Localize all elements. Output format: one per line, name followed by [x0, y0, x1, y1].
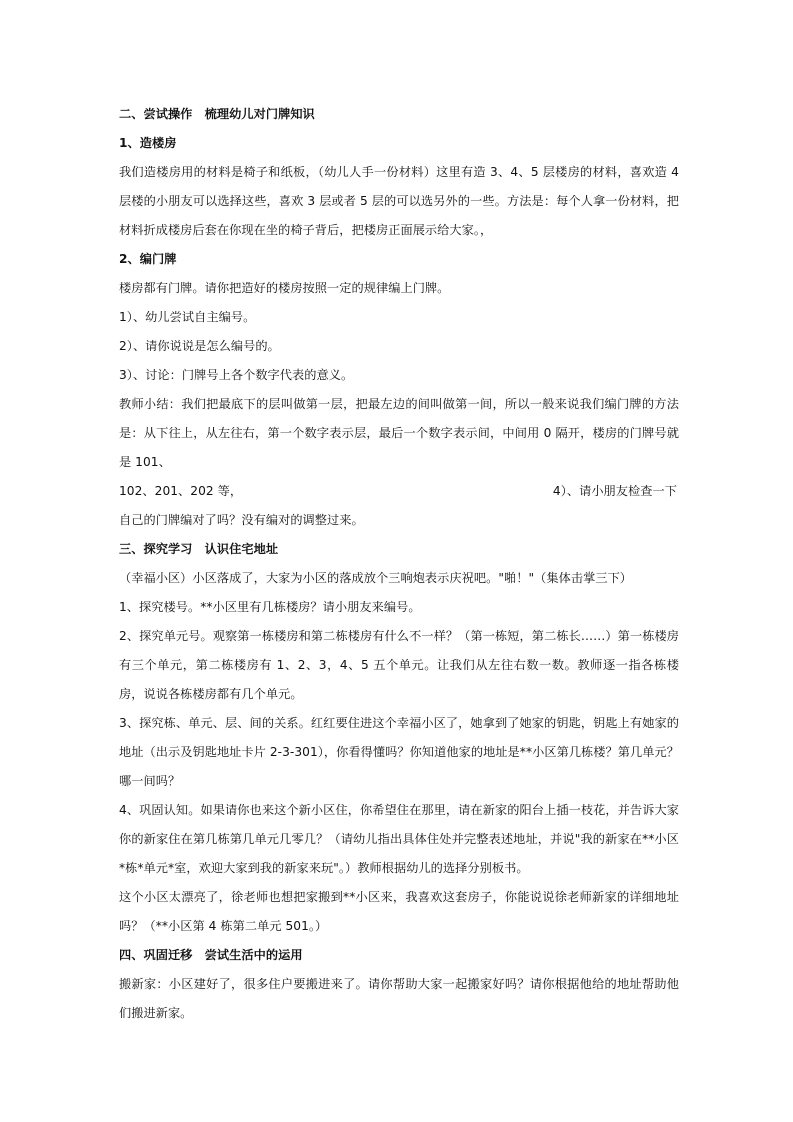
- door-number-step-4: 4）、请小朋友检查一下: [552, 484, 677, 498]
- section-4-heading: 四、巩固迁移 尝试生活中的运用: [119, 948, 303, 962]
- teacher-new-home-paragraph: 这个小区太漂亮了，徐老师也想把家搬到**小区来，我喜欢这套房子，你能说说徐老师新家的详细地址吗？（**小区第 4 栋第二单元 501。）: [119, 890, 679, 933]
- subsection-door-number-heading: 2、编门牌: [119, 252, 177, 266]
- summary-end-line: [119, 477, 679, 506]
- door-number-step-3: 3）、讨论：门牌号上各个数字代表的意义。: [119, 368, 354, 382]
- door-number-intro: 楼房都有门牌。请你把造好的楼房按照一定的规律编上门牌。: [119, 281, 450, 295]
- section-3-heading: 三、探究学习 认识住宅地址: [119, 542, 279, 556]
- section-2-heading: 二、尝试操作 梳理幼儿对门牌知识: [119, 107, 315, 121]
- consolidate-knowledge-paragraph: 4、巩固认知。如果请你也来这个新小区住，你希望住在那里，请在新家的阳台上插一枝花，并告诉大家你的新家住在第几栋第几单元几零几？（请幼儿指出具体住处并完整表述地址，并说"我的新家在**小区*栋*单元*室，欢迎大家到我的新家来玩"。）教师根据幼儿的选择分别板书。: [119, 803, 679, 875]
- explore-unit-number-paragraph: 2、探究单元号。观察第一栋楼房和第二栋楼房有什么不一样？（第一栋短，第二栋长……）第一栋楼房有三个单元，第二栋楼房有 1、2、3，4、5 五个单元。让我们从左往右数一数。教师逐一指各栋楼房，说说各栋楼房都有几个单元。: [119, 629, 679, 701]
- explore-building-number: 1、探究楼号。**小区里有几栋楼房？请小朋友来编号。: [119, 600, 421, 614]
- explore-relationship-paragraph: 3、探究栋、单元、层、间的关系。红红要住进这个幸福小区了，她拿到了她家的钥匙，钥匙上有她家的地址（出示及钥匙地址卡片 2-3-301），你看得懂吗？你知道他家的地址是**小区第几栋楼？第几单元？哪一间吗？: [119, 716, 679, 788]
- document-body: [119, 100, 679, 1028]
- subsection-build-house-heading: 1、造楼房: [119, 136, 177, 150]
- door-number-step-2: 2）、请你说说是怎么编号的。: [119, 339, 280, 353]
- door-number-step-1: 1）、幼儿尝试自主编号。: [119, 310, 256, 324]
- section-3-intro: （幸福小区）小区落成了，大家为小区的落成放个三响炮表示庆祝吧。"啪！"（集体击掌三下）: [119, 571, 633, 585]
- moving-house-paragraph: 搬新家：小区建好了，很多住户要搬进来了。请你帮助大家一起搬家好吗？请你根据他给的地址帮助他们搬进新家。: [119, 977, 679, 1020]
- teacher-summary-paragraph: 教师小结：我们把最底下的层叫做第一层，把最左边的间叫做第一间，所以一般来说我们编门牌的方法是：从下往上，从左往右，第一个数字表示层，最后一个数字表示间，中间用 0 隔开，楼房的门牌号就是 101、: [119, 397, 679, 469]
- summary-end-text: 102、201、202 等，: [119, 484, 243, 498]
- build-house-paragraph: 我们造楼房用的材料是椅子和纸板，（幼儿人手一份材料）这里有造 3、4、5 层楼房的材料，喜欢造 4 层楼的小朋友可以选择这些，喜欢 3 层或者 5 层的可以选另外的一些。方法是：每个人拿一份材料，把材料折成楼房后套在你现在坐的椅子背后，把楼房正面展示给大家。，: [119, 165, 679, 237]
- door-number-step-4-continued: 自己的门牌编对了吗？没有编对的调整过来。: [119, 513, 364, 527]
